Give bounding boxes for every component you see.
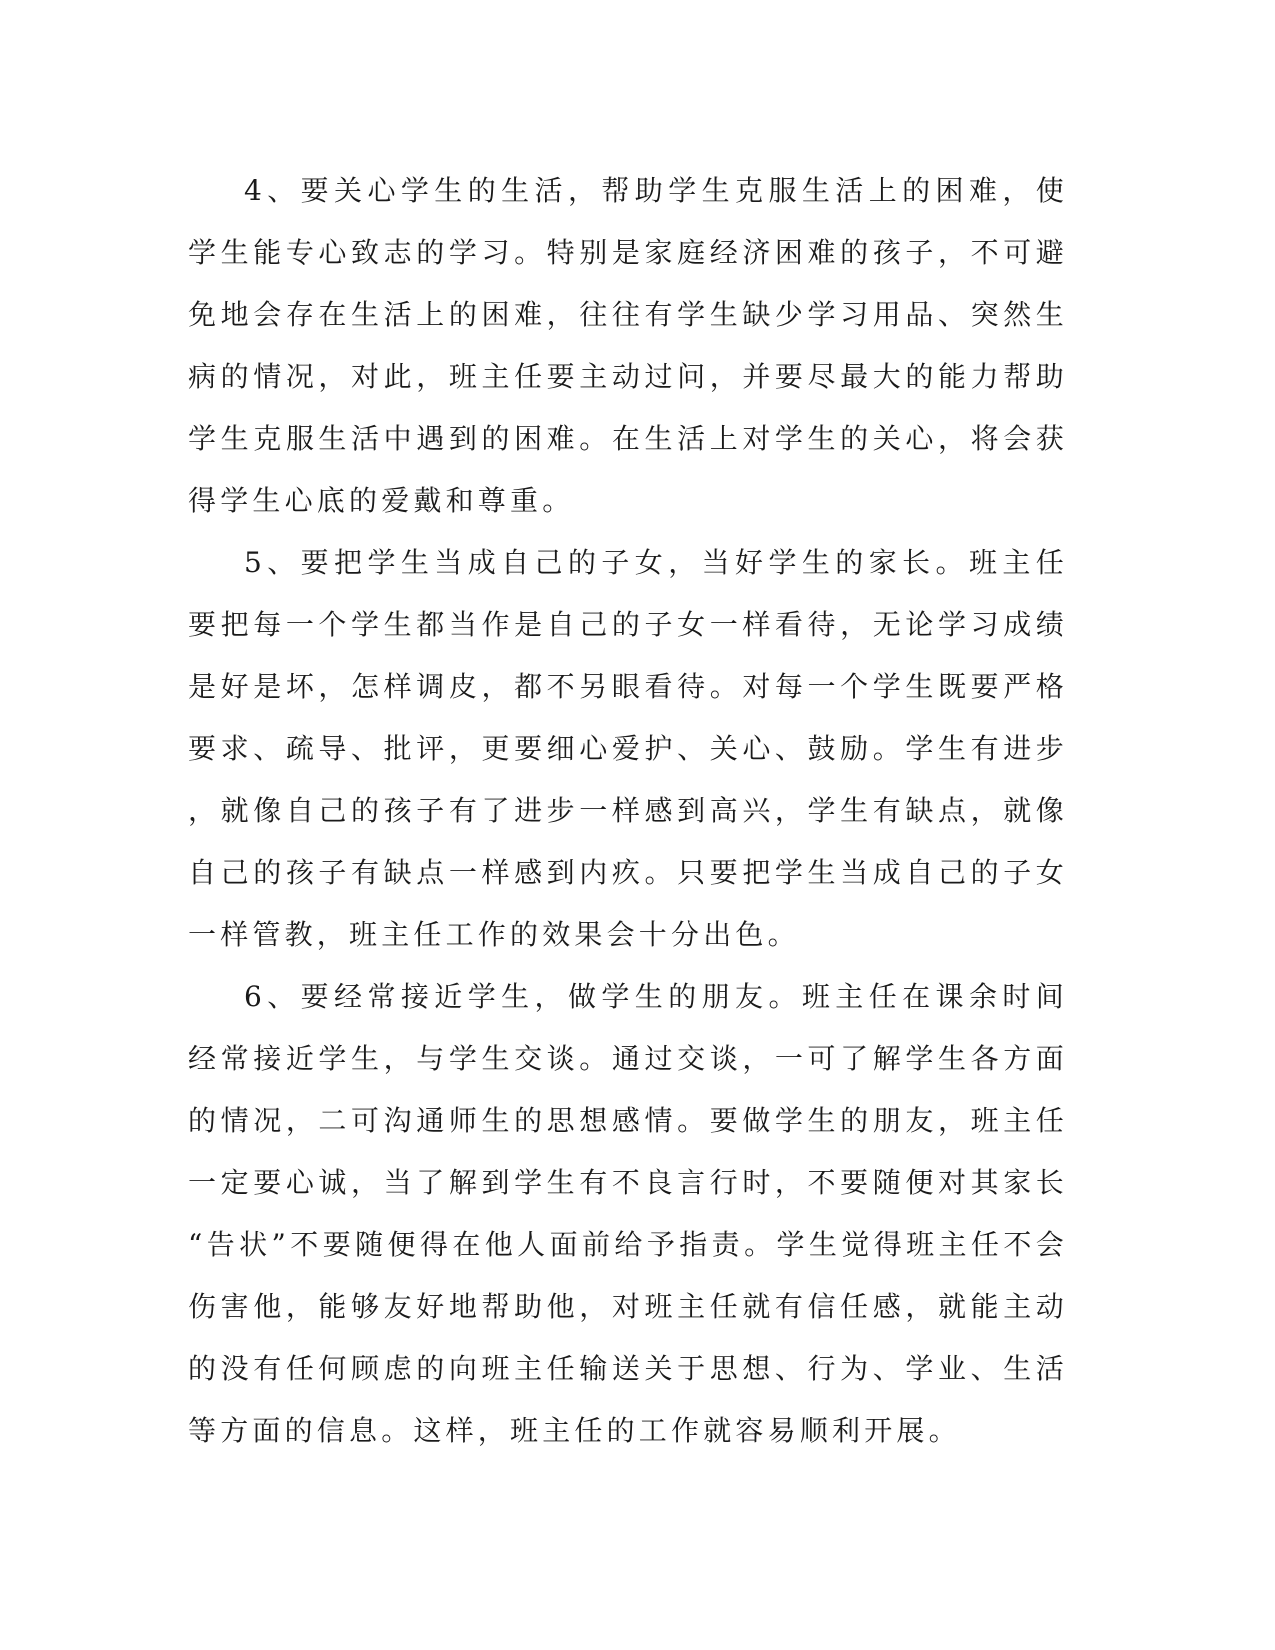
paragraph-5-treat-students-as-children: 5、要把学生当成自己的子女，当好学生的家长。班主任要把每一个学生都当作是自己的子女一样看待，无论学习成绩是好是坏，怎样调皮，都不另眼看待。对每一个学生既要严格要求、疏导、批评，更要细心爱护、关心、鼓励。学生有进步，就像自己的孩子有了进步一样感到高兴，学生有缺点，就像自己的孩子有缺点一样感到内疚。只要把学生当成自己的子女一样管教，班主任工作的效果会十分出色。 — [188, 546, 1068, 951]
paragraph-4-care-for-student-life: 4、要关心学生的生活，帮助学生克服生活上的困难，使学生能专心致志的学习。特别是家庭经济困难的孩子，不可避免地会存在生活上的困难，往往有学生缺少学习用品、突然生病的情况，对此，班主任要主动过问，并要尽最大的能力帮助学生克服生活中遇到的困难。在生活上对学生的关心，将会获得学生心底的爱戴和尊重。 — [188, 174, 1068, 517]
paragraph-6-be-friends-with-students: 6、要经常接近学生，做学生的朋友。班主任在课余时间经常接近学生，与学生交谈。通过交谈，一可了解学生各方面的情况，二可沟通师生的思想感情。要做学生的朋友，班主任一定要心诚，当了解到学生有不良言行时，不要随便对其家长“告状”不要随便得在他人面前给予指责。学生觉得班主任不会伤害他，能够友好地帮助他，对班主任就有信任感，就能主动的没有任何顾虑的向班主任输送关于思想、行为、学业、生活等方面的信息。这样，班主任的工作就容易顺利开展。 — [188, 980, 1068, 1447]
document-body — [188, 160, 1068, 1462]
